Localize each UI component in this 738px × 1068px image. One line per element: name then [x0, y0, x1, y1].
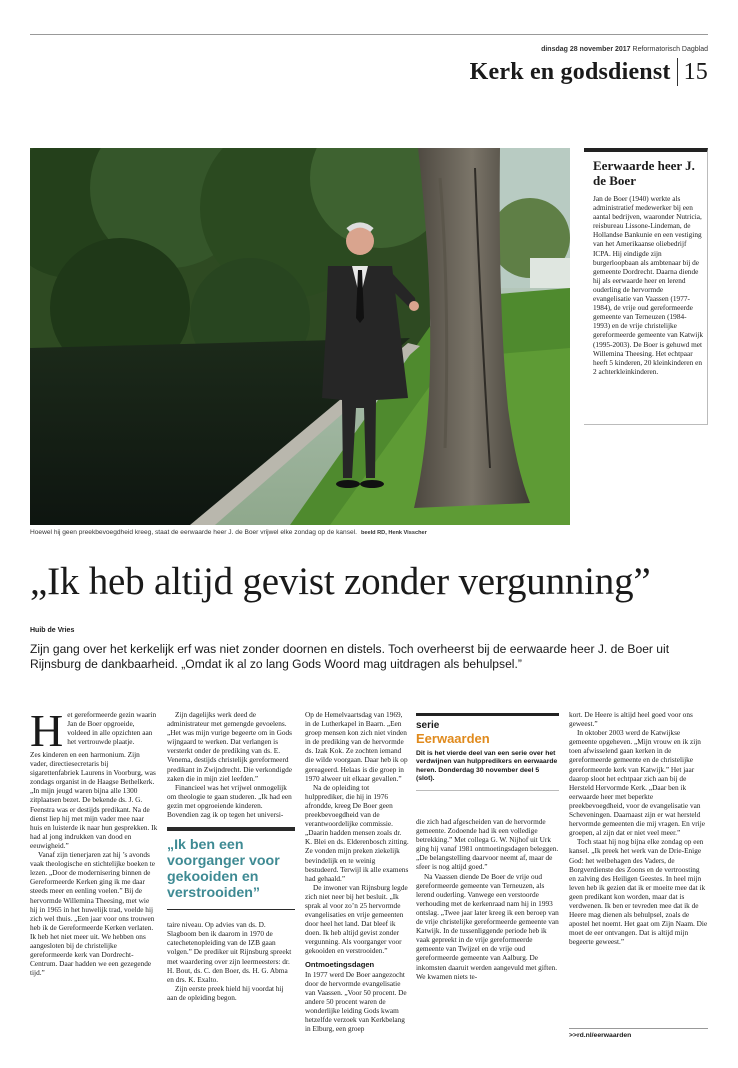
body-paragraph: die zich had afgescheiden van de hervormde gemeente. Zodoende had ik een volledige betrekking.” Met collega G. W. Nijhof uit Urk ging hij vanaf 1981 ontmoetingsdagen beleggen. „De belangstelling daarvoor neemt af, maar de sfeer is nog altijd goed.”	[416, 817, 559, 872]
pull-quote: „Ik ben een voorganger voor gekooiden en verstrooiden”	[167, 827, 295, 910]
author: Huib de Vries	[30, 627, 75, 634]
dateline	[541, 46, 708, 53]
body-paragraph: taire niveau. Op advies van ds. D. Slagboom ben ik daarom in 1970 de catechetenopleiding van de IZB gaan volgen.” De prediker uit Rijnsburg spreekt met waardering over zijn leermeesters: dr. H. Bout, ds. C. den Boer, ds. H. G. Abma en drs. K. Exalto.	[167, 920, 292, 984]
bio-text: Jan de Boer (1940) werkte als administratief medewerker bij een aantal bedrijven, waaronder Nutricia, reisbureau Lissone-Lindeman, de Hollandse Bankunie en een vestiging van het Amerikaanse oliebedrijf ICPA. Hij eindigde zijn burgerloopbaan als ambtenaar bij de gemeente Dordrecht. Daarna diende hij als eerwaarde heer en lerend ouderling de hervormde evangelisatie van Vaassen (1977-1984), de vrije oud gereformeerde gemeente van Terneuzen (1984-1993) en de vrije christelijke gereformeerde gemeente van Katwijk (1995-2003). De Boer is gehuwd met Willemina Theesing. Het echtpaar heeft 5 kinderen, 20 kleinkinderen en 2 achterkleinkinderen.	[593, 194, 704, 376]
body-paragraph: Financieel was het vrijwel onmogelijk om theologie te gaan studeren. „Ik had een gezin met opgroeiende kinderen. Bovendien zag ik op tegen het universi-	[167, 782, 292, 820]
series-text: Dit is het vierde deel van een serie over het verdwijnen van hulppredikers en eerwaarde heren. Donderdag 30 november deel 5 (slot).	[416, 750, 558, 783]
body-paragraph: Toch staat hij nog bijna elke zondag op een kansel. „Ik preek het werk van de Drie-Enige God: het welbehagen des Vaders, de Borgverdienste des Zoons en de vertroosting en zalving des Heiligen Geestes. In heel mijn leven heb ik gezien dat ik er moeite mee dat ik geen predikant kon worden, maar dat is verdwenen. Ik ben er tevreden mee dat ik de Heere mag dienen als behulpsel, zoals de apostel het noemt. Het gaat om Zijn Naam. Die moet de eer ontvangen. Dat is altijd mijn begeerte geweest.”	[569, 837, 708, 947]
series-title: Eerwaarden	[416, 731, 490, 746]
bio-sidebar	[584, 148, 708, 425]
photo-caption	[30, 529, 590, 536]
series-box	[416, 713, 559, 791]
body-paragraph: Op de Hemelvaartsdag van 1969, in de Lutherkapel in Baarn. „Een groep mensen kon zich niet vinden in de prediking van de hervormde ds. Izak Kok. Ze zochten iemand die wilde voorgaan. Daar heb ik op gereageerd. Helaas is die groep in 1970 alweer uit elkaar gevallen.”	[305, 710, 408, 783]
page-number: 15	[683, 58, 708, 85]
article-photo	[30, 148, 570, 525]
body-paragraph: In oktober 2003 werd de Katwijkse gemeente opgeheven. „Mijn vrouw en ik zijn toen afwisselend gaan kerken in de gereformeerde gemeente en de christelijke gereformeerde kerk van Katwijk.” Het jaar daarop sloot het echtpaar zich aan bij de Hersteld Hervormde Kerk. „Daar ben ik eerwaarde heer met beperkte preekbevoegdheid, voor de evangelisatie van Scheveningen. Daarnaast zijn er wat hersteld hervormde gemeenten die mij vragen. En vrije groepen, al zijn dat er niet veel meer.”	[569, 728, 705, 838]
headline: „Ik heb altijd gevist zonder vergunning”	[30, 560, 651, 603]
series-label: serie	[416, 720, 440, 731]
body-paragraph: Zes kinderen en een harmonium. Zijn vader, directiesecretaris bij sigarettenfabriek Laurens in Voorburg, was zondags organist in de Haagse Bethelkerk. „In mijn jeugd waren bijna alle 1300 zitplaatsen bezet. De bekende ds. J. G. Feenstra was er destijds predikant. Na de dienst liep hij met mijn vader mee naar huis en luisterde ik naar hun gesprekken. Ik had al jong indrukken van dood en eeuwigheid.”	[30, 750, 158, 850]
section-divider	[677, 58, 678, 86]
drop-cap: H	[30, 705, 64, 756]
issue-date: dinsdag 28 november 2017	[541, 46, 631, 53]
photo-illustration	[30, 148, 570, 525]
column-2	[167, 710, 295, 1002]
body-paragraph: Na de opleiding tot hulpprediker, die hij in 1976 afrondde, kreeg De Boer geen preekbevoegdheid van de verantwoordelijke commissie. „Daarin hadden mensen zoals dr. K. Blei en ds. Elderenbosch zitting. Ze vonden mijn preken ziekelijk bevindelijk en te weinig bestudeerd. Terwijl ik alle examens had gehaald.”	[305, 782, 409, 883]
column-5	[569, 710, 708, 946]
subheading: Ontmoetingsdagen	[305, 959, 375, 969]
paper-name: Reformatorisch Dagblad	[632, 46, 708, 53]
caption-text: Hoewel hij geen preekbevoegdheid kreeg, staat de eerwaarde heer J. de Boer vrijwel elke zondag op de kansel.	[30, 529, 357, 536]
body-paragraph: kort. De Heere is altijd heel goed voor ons geweest.”	[569, 710, 693, 729]
body-paragraph: Zijn dagelijks werk deed de administrateur met gemengde gevoelens. „Het was mijn vurige begeerte om in Gods wijngaard te werken. Dat verlangen is versterkt onder de prediking van ds. E. Venema, destijds christelijk gereformeerd predikant in Zwijndrecht. Die verkondigde zaken die in mijn ziel leefden.”	[167, 710, 293, 783]
body-paragraph: Zijn eerste preek hield hij voordat hij aan de opleiding begon.	[167, 983, 284, 1002]
lead-text: et gereformeerde gezin waarin Jan de Boer opgroeide, voldeed in alle opzichten aan het vertrouwde plaatje.	[67, 710, 157, 747]
section-title: Kerk en godsdienst	[469, 58, 671, 85]
body-paragraph: Vanaf zijn tienerjaren zat hij ’s avonds vaak theologische en stichtelijke boeken te lezen. „Door de modernisering binnen de Gereformeerde Kerken ging ik me daar steeds meer en eenling voelen.” Bij de hervormde Willemina Theesing, met wie hij in 1965 in het huwelijk trad, voelde hij zich wel thuis. „Een jaar voor ons trouwen heb ik de Gereformeerde Kerken verlaten. Ik heb het niet meer uit. We hebben ons aangesloten bij de christelijke gereformeerde kerk van Dordrecht-Centrum. Daar hadden we een gezegende tijd.”	[30, 850, 156, 978]
body-paragraph: De inwoner van Rijnsburg legde zich niet neer bij het besluit. „Ik sprak al voor zo’n 25 hervormde evangelisaties en vrije gemeenten door heel het land. Dat bleef ik doen. Ik heb altijd gevist zonder vergunning. Als voorganger voor gekooiden en verstrooiden.”	[305, 882, 408, 956]
body-paragraph: In 1977 werd De Boer aangezocht door de hervormde evangelisatie van Vaassen. „Voor 50 procent. De andere 50 procent waren de wonderlijke leiding Gods kwam hetzelfde verzoek van Kerkbelang in Elburg, een groep	[305, 969, 407, 1034]
web-link[interactable]: >>rd.nl/eerwaarden	[569, 1028, 708, 1039]
column-1	[30, 705, 158, 978]
top-rule	[30, 34, 708, 35]
column-4	[416, 817, 559, 981]
section-header	[470, 58, 708, 86]
bio-title: Eerwaarde heer J. de Boer	[593, 158, 695, 188]
intro: Zijn gang over het kerkelijk erf was niet zonder doornen en distels. Toch overheerst bij de eerwaarde heer J. de Boer uit Rijnsburg de dankbaarheid. „Omdat ik al zo lang Gods Woord mag uitdragen als behulpsel.”	[30, 642, 670, 671]
body-paragraph: Na Vaassen diende De Boer de vrije oud gereformeerde gemeente van Terneuzen, als lerend ouderling. Vanwege een verstoorde verhouding met de kerkenraad nam hij in 1993 ontslag. „Twee jaar later kreeg ik een beroep van de vrije christelijke gereformeerde gemeente van Katwijk. In de tussenliggende periode heb ik vaak gepreekt in de vrije gereformeerde gemeente van Twijzel en de vrije oud gereformeerde gemeente van Aalburg. De inkomsten daaruit werden aangevuld met giften. We kwamen niets te-	[416, 871, 559, 981]
photo-credit: beeld RD, Henk Visscher	[360, 530, 427, 536]
column-3	[305, 710, 409, 1033]
